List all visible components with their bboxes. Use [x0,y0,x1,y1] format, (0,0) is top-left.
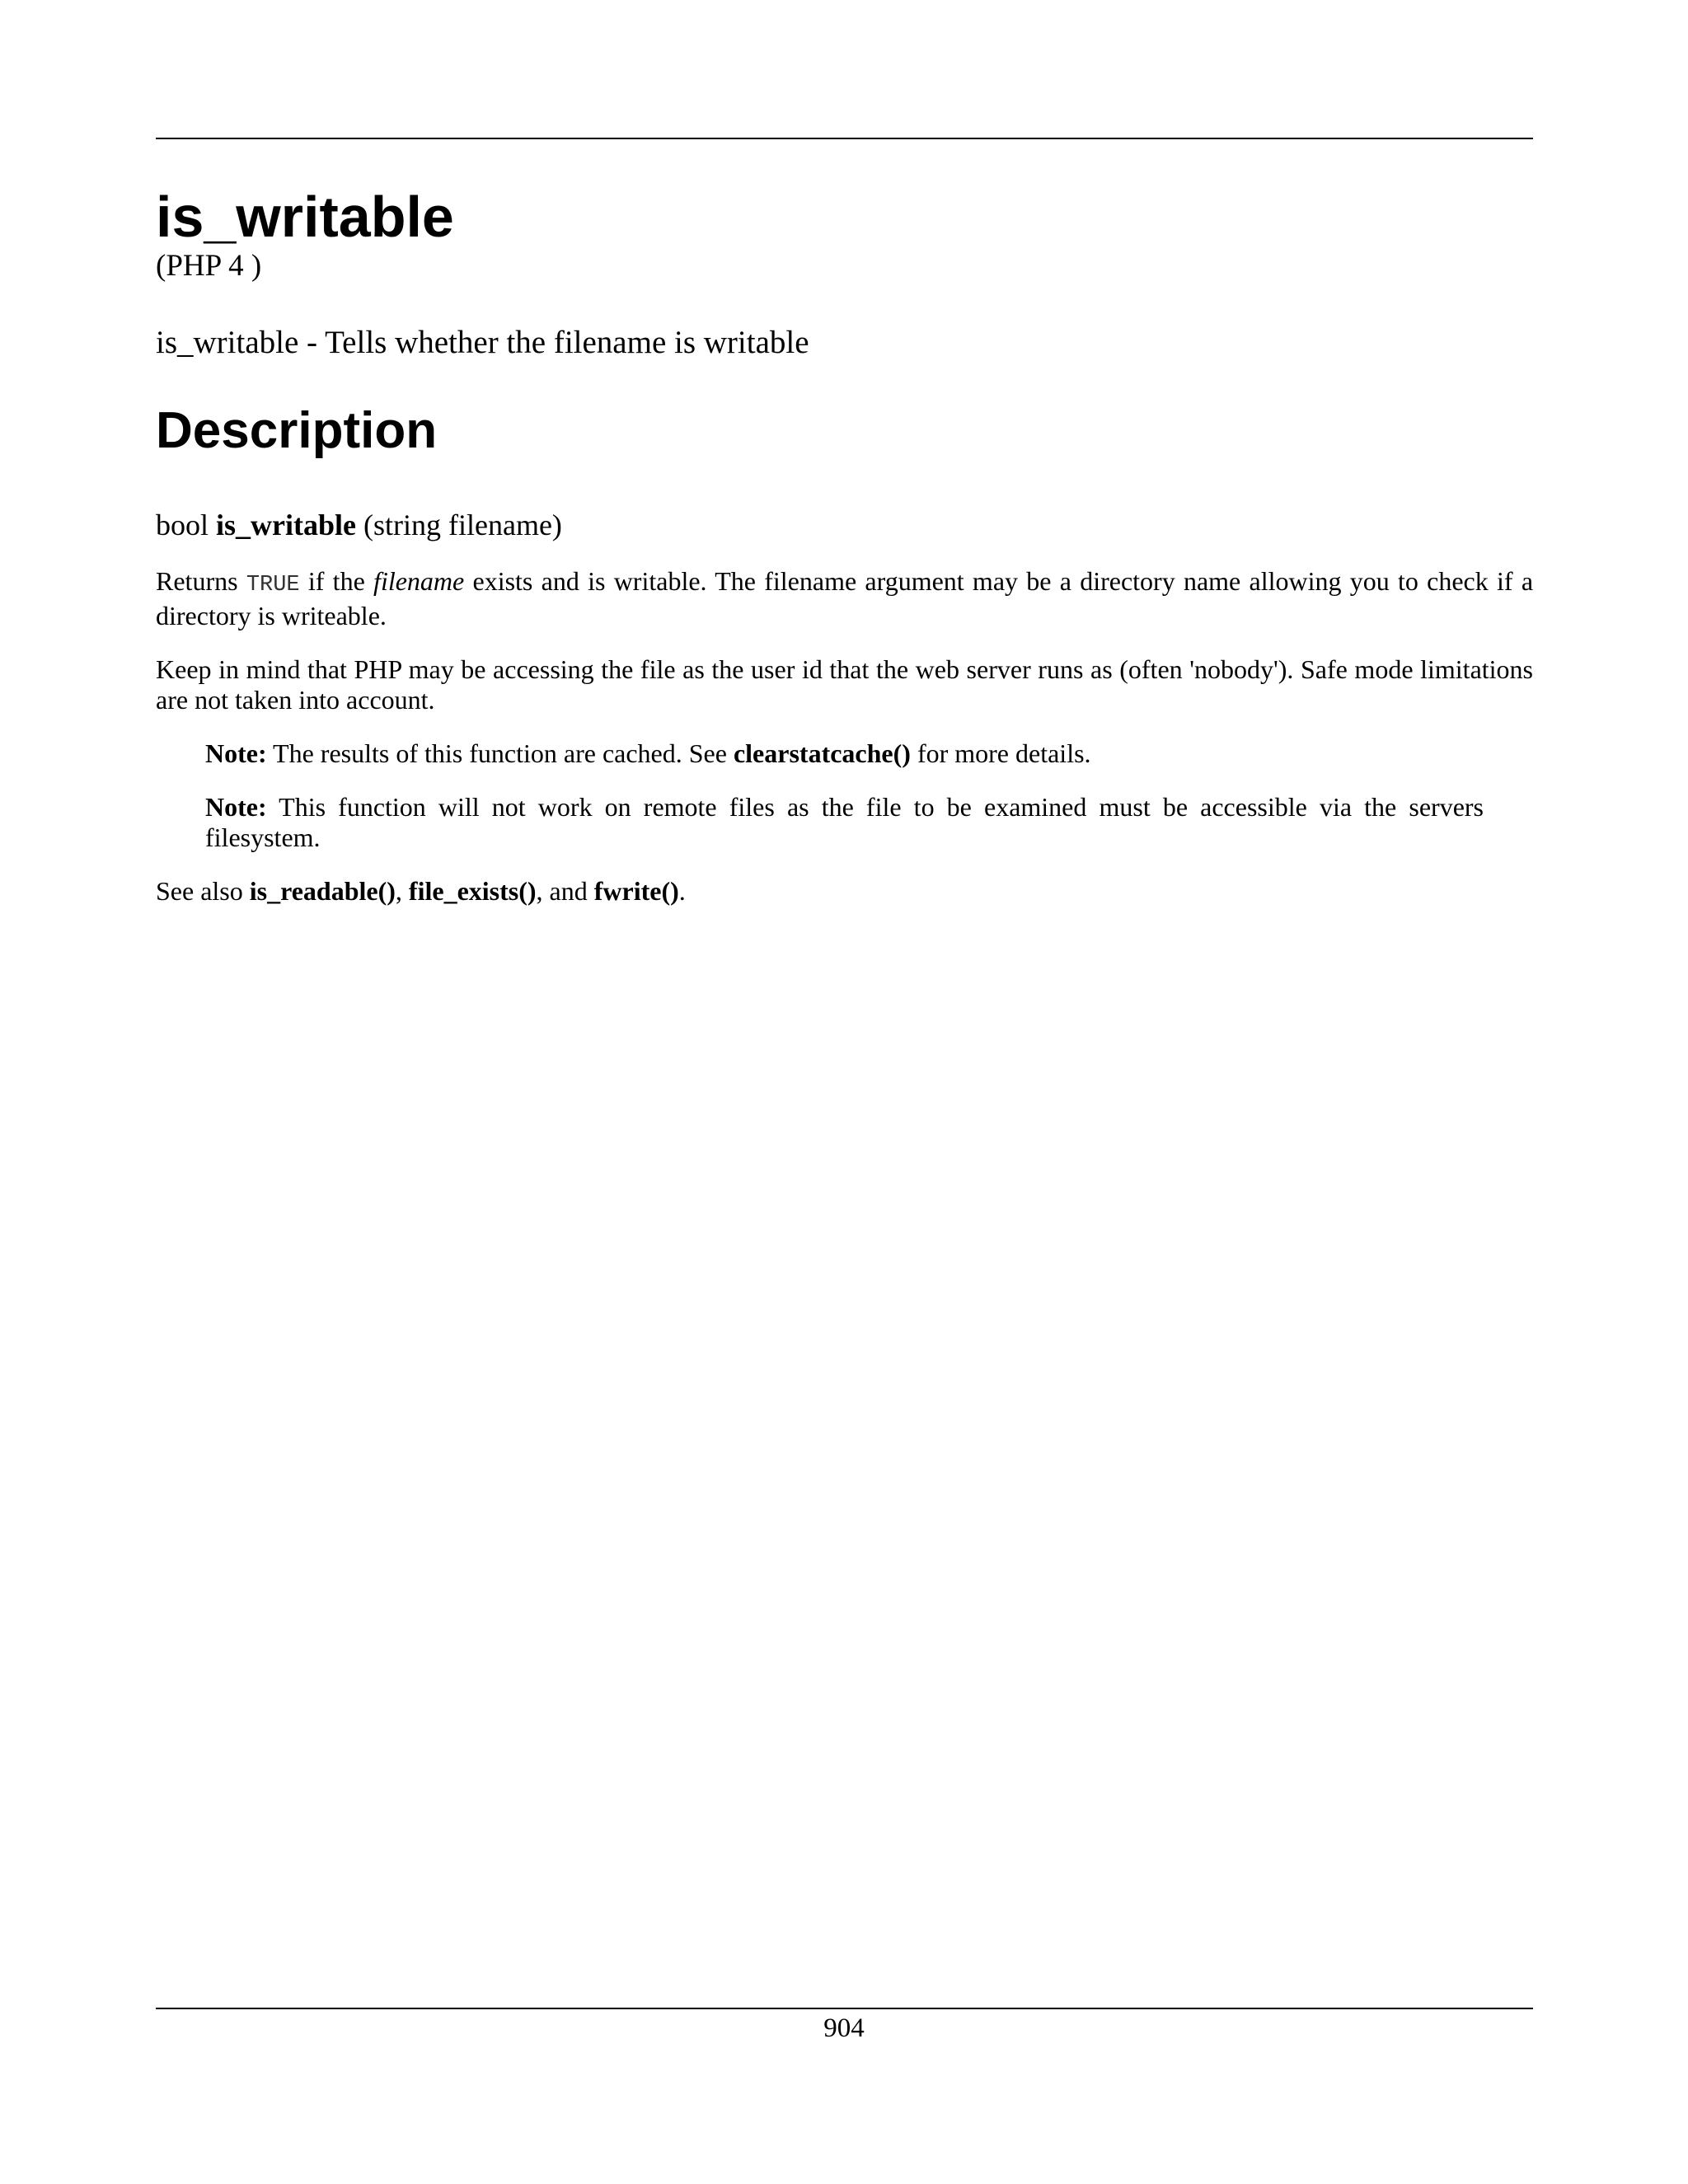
function-title: is_writable [156,185,454,249]
cache-note-text-2: for more details. [910,738,1091,768]
is-readable-link[interactable]: is_readable() [249,875,396,906]
returns-text-3: exists and is writable. The filename argument may be a directory name allowing you to check if a directory is writeable. [156,565,1534,630]
file-exists-link[interactable]: file_exists() [408,875,537,906]
header-rule [156,138,1533,139]
fwrite-link[interactable]: fwrite() [593,875,679,906]
cache-note [205,738,1484,769]
synopsis-params: (string filename) [363,508,562,541]
see-also-prefix: See also [156,875,250,906]
remote-files-note-text: This function will not work on remote files as the file to be examined must be accessible via the servers filesystem. [205,791,1484,852]
user-id-paragraph: Keep in mind that PHP may be accessing the file as the user id that the web server runs as (often 'nobody'). Safe mode limitations are not taken into account. [156,654,1533,715]
returns-text-2: if the [299,565,374,596]
filename-parameter: filename [373,565,465,596]
return-type: bool [156,508,209,541]
note-label: Note: [205,791,267,822]
see-also-separator: , and [536,875,594,906]
description-heading: Description [156,402,438,460]
see-also [156,876,1533,907]
page-content [156,185,1533,907]
returns-paragraph [156,566,1533,631]
returns-text: Returns [156,565,246,596]
true-constant: TRUE [246,572,300,598]
function-synopsis [156,508,1533,543]
see-also-separator: , [395,875,409,906]
page-number: 904 [823,2013,865,2043]
note-label: Note: [205,738,267,768]
function-purpose: is_writable - Tells whether the filename is writable [156,324,809,360]
cache-note-text: The results of this function are cached. See [266,738,734,768]
remote-files-note [205,792,1484,853]
see-also-suffix: . [678,875,686,906]
footer-rule [156,2008,1533,2009]
clearstatcache-link[interactable]: clearstatcache() [733,738,911,768]
synopsis-function-name: is_writable [216,508,356,541]
php-version: (PHP 4 ) [156,249,262,283]
